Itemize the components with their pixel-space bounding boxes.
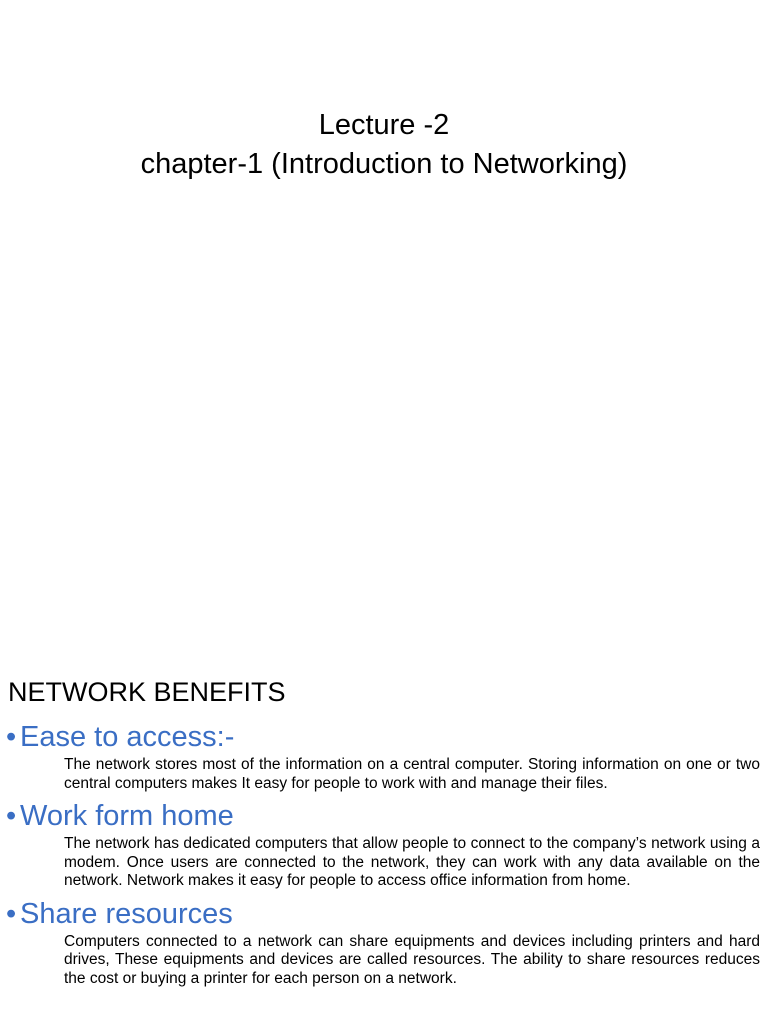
network-benefits-slide [0, 652, 768, 1024]
bullet-icon: • [6, 800, 17, 832]
bullet-description: Computers connected to a network can share equipments and devices including printers and hard drives, These equipments and devices are called resources. The ability to share resources reduces the cost or buying a printer for each person on a network. [64, 932, 760, 987]
bullet-work-from-home [6, 799, 768, 833]
benefits-list [0, 720, 768, 994]
chapter-title: chapter-1 (Introduction to Networking) [140, 148, 628, 180]
bullet-title: Share resources [20, 897, 233, 930]
slide-heading: NETWORK BENEFITS [8, 677, 286, 707]
bullet-icon: • [6, 897, 17, 930]
bullet-title: Ease to access:- [20, 721, 235, 753]
lecture-title: Lecture -2 [318, 109, 450, 141]
slide-title [0, 106, 768, 184]
bullet-share-resources [6, 897, 768, 931]
bullet-ease-to-access [6, 720, 768, 754]
bullet-icon: • [6, 721, 17, 753]
bullet-title: Work form home [20, 800, 234, 832]
bullet-description: The network has dedicated computers that allow people to connect to the company’s network using a modem. Once users are connected to the network, they can work with any data available on the network. Network makes it easy for people to access office information from home. [64, 835, 760, 889]
bullet-description: The network stores most of the information on a central computer. Storing information on one or two central computers makes It easy for people to work with and manage their files. [64, 756, 760, 792]
